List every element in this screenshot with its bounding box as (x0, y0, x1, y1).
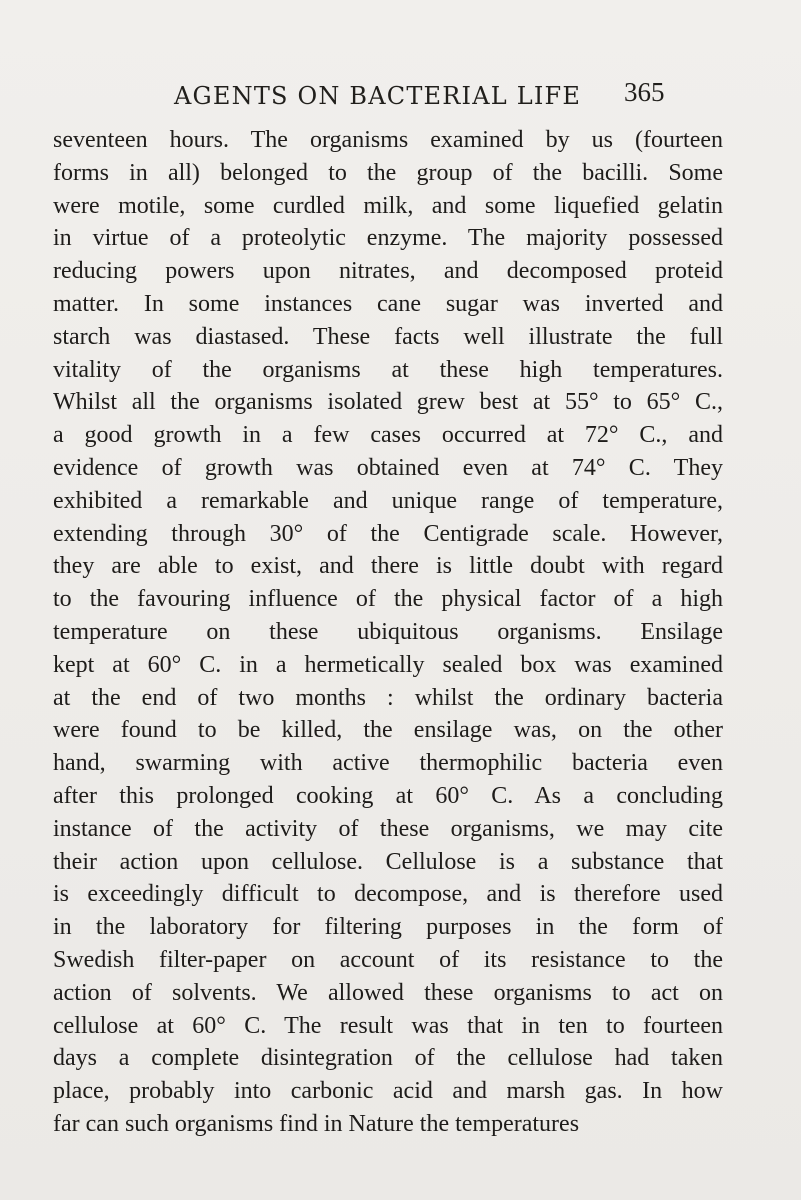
text-line: seventeen hours. The organisms examined by us (fourteen (53, 127, 723, 153)
running-title: AGENTS ON BACTERIAL LIFE (174, 82, 582, 110)
text-line: a good growth in a few cases occurred at 72° C., and (53, 422, 723, 449)
text-line: were found to be killed, the ensilage was, on the other (53, 717, 723, 744)
text-line: action of solvents. We allowed these organisms to act on (53, 979, 723, 1006)
text-line: hand, swarming with active thermophilic bacteria even (53, 750, 723, 777)
body-text (53, 124, 723, 1141)
text-line: Swedish filter-paper on account of its resistance to the (53, 946, 723, 973)
text-line: extending through 30° of the Centigrade scale. However, (53, 520, 723, 547)
text-line: far can such organisms find in Nature the temperatures (53, 1110, 580, 1137)
text-line: in the laboratory for filtering purposes in the form of (53, 914, 723, 941)
text-line: evidence of growth was obtained even at 74° C. They (53, 454, 723, 481)
text-line: to the favouring influence of the physical factor of a high (53, 586, 723, 613)
text-line: vitality of the organisms at these high temperatures. (53, 356, 723, 383)
text-line: temperature on these ubiquitous organisms. Ensilage (53, 618, 723, 645)
text-line: cellulose at 60° C. The result was that in ten to fourteen (53, 1012, 723, 1039)
text-line: were motile, some curdled milk, and some liquefied gelatin (53, 192, 723, 219)
text-line: forms in all) belonged to the group of the bacilli. Some (53, 159, 723, 186)
text-line: Whilst all the organisms isolated grew best at 55° to 65° C., (53, 389, 723, 416)
text-line: exhibited a remarkable and unique range of temperature, (53, 487, 723, 514)
text-line: their action upon cellulose. Cellulose is a substance that (53, 848, 723, 875)
text-line: starch was diastased. These facts well illustrate the full (53, 323, 723, 350)
text-line: days a complete disintegration of the cellulose had taken (53, 1045, 723, 1072)
running-head (0, 76, 801, 116)
text-line: kept at 60° C. in a hermetically sealed box was examined (53, 651, 723, 678)
text-line: reducing powers upon nitrates, and decomposed proteid (53, 258, 723, 285)
text-line: they are able to exist, and there is little doubt with regard (53, 553, 723, 580)
text-line: is exceedingly difficult to decompose, and is therefore used (53, 881, 723, 908)
text-line: at the end of two months : whilst the ordinary bacteria (53, 684, 723, 711)
page-number: 365 (624, 77, 665, 107)
text-line: instance of the activity of these organisms, we may cite (53, 815, 723, 842)
text-line: place, probably into carbonic acid and marsh gas. In how (53, 1078, 723, 1105)
text-line: in virtue of a proteolytic enzyme. The majority possessed (53, 225, 723, 252)
text-line: after this prolonged cooking at 60° C. As a concluding (53, 782, 723, 809)
text-line: matter. In some instances cane sugar was inverted and (53, 290, 723, 317)
